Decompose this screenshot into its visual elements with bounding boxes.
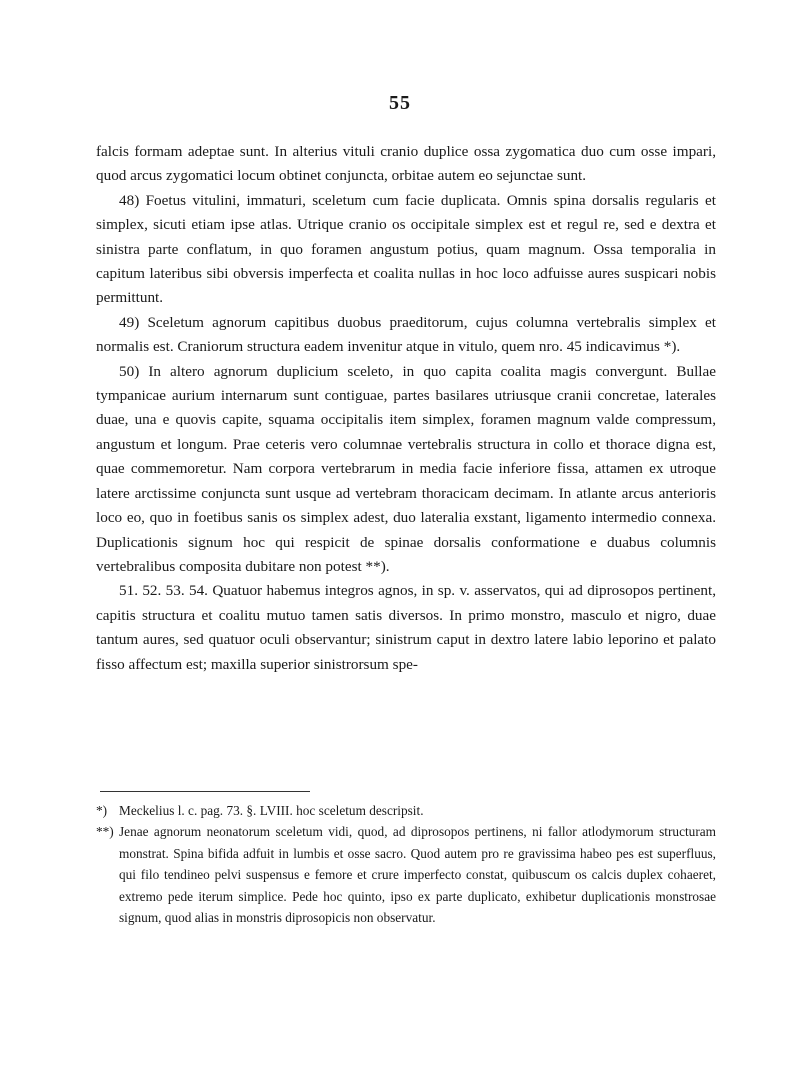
paragraph-49: 49) Sceletum agnorum capitibus duobus praeditorum, cujus columna vertebralis simplex et normalis est. Craniorum structura eadem invenitur atque in vitulo, quem nro. 45 indicavimus *). <box>96 313 716 356</box>
footnote-mark: *) <box>96 803 108 818</box>
footnote-text: Meckelius l. c. pag. 73. §. LVIII. hoc sceletum descripsit. <box>119 803 424 818</box>
footnote <box>96 821 716 928</box>
footnotes <box>96 800 716 928</box>
paragraph-50: 50) In altero agnorum duplicium sceleto, in quo capita coalita magis convergunt. Bullae tympanicae aurium internarum sunt contiguae, partes basilares utriusque cranii concretae, laterales duae, una e quovis capite, squama occipitalis item simplex, foramen magnum valde compressum, angustum et longum. Prae ceteris vero columnae vertebralis structura in collo et thorace digna est, quae commemoretur. Nam corpora vertebrarum in media facie inferiore fissa, attamen ex utroque latere arctissime conjuncta sunt usque ad vertebram thoracicam decimam. In atlante arcus anterioris loco eo, quo in foetibus sanis os simplex adest, duo lateralia exstant, ligamento intermedio connexa. Duplicationis signum hoc qui respicit de spinae dorsalis conformatione e duabus columnis vertebralibus composita dubitare non potest **). <box>96 362 716 575</box>
paragraph-51-54: 51. 52. 53. 54. Quatuor habemus integros agnos, in sp. v. asservatos, qui ad diprosopos pertinent, capitis structura et coalitu mutuo tamen satis diversos. In primo monstro, masculo et nigro, duae tantum aures, sed quatuor oculi observantur; sinistrum caput in dextro latere labio leporino et palato fisso affectum est; maxilla superior sinistrorsum spe- <box>96 582 716 673</box>
footnote-divider <box>100 791 310 792</box>
footnote-text: Jenae agnorum neonatorum sceletum vidi, quod, ad diprosopos pertinens, ni fallor atlodymorum structuram monstrat. Spina bifida adfuit in lumbis et osse sacro. Quod autem pro re gravissima habeo pes est superfluus, qui filo tendineo pelvi suspensus e femore et crure imperfecto constat, quibuscum os calcis duplex cohaeret, extremo pede iterum simplice. Pede hoc quinto, ipso ex parte duplicato, exhibetur duplicationis monstrosae signum, quod alias in monstris diprosopicis non observatur. <box>119 824 716 926</box>
footnote <box>96 800 716 821</box>
paragraph-48: 48) Foetus vitulini, immaturi, sceletum cum facie duplicata. Omnis spina dorsalis regularis et simplex, sicuti etiam ipse atlas. Utrique cranio os occipitale simplex est et regul re, sed e dextra et sinistra parte conflatum, in quo foramen angustum potius, quam magnum. Ossa temporalia in capitum lateribus sibi obversis imperfecta et coalita nullas in hoc loco adfuisse aures suspicari nobis permittunt. <box>96 191 716 307</box>
footnote-mark: **) <box>96 824 114 840</box>
paragraph-continuation: falcis formam adeptae sunt. In alterius vituli cranio duplice ossa zygomatica duo cum osse impari, quod arcus zygomatici locum obtinet conjuncta, orbitae autem eo sejunctae sunt. <box>96 143 716 185</box>
main-text <box>96 140 716 677</box>
page-number: 55 <box>389 92 411 114</box>
